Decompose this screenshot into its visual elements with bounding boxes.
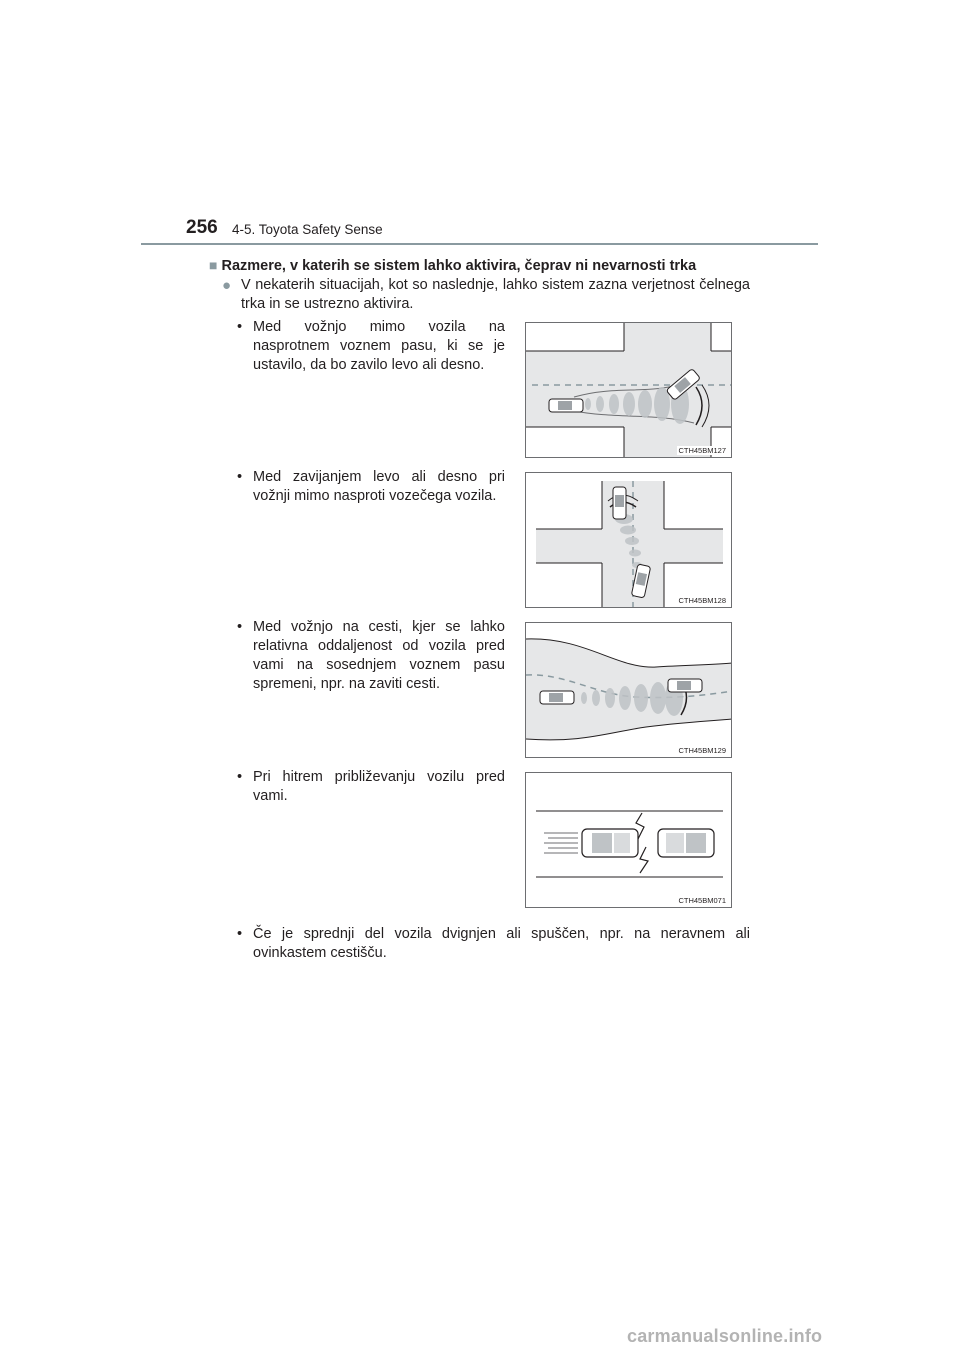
list-item-text: Med vožnjo mimo vozila na nasprotnem voznem pasu, ki se je ustavilo, da bo zavilo levo ali desno. [253,319,505,373]
bullet-mark: • [237,319,243,335]
section-title: 4-5. Toyota Safety Sense [232,222,383,237]
page-number: 256 [186,217,218,238]
bullet-mark: • [237,469,243,485]
figure-code: CTH45BM129 [678,746,726,755]
illustration-intersection-stopped [526,323,732,458]
illustration-oncoming-turn [526,473,732,608]
figure-code: CTH45BM127 [678,446,726,455]
section-heading [209,256,769,276]
figure-rapid-approach [525,772,732,908]
list-item [237,468,505,506]
illustration-rapid-approach [526,773,732,908]
figure-code: CTH45BM071 [678,896,726,905]
illustration-curved-road [526,623,732,758]
square-bullet-icon: ■ [209,257,218,273]
list-item-text: Če je sprednji del vozila dvignjen ali spuščen, npr. na neravnem ali ovinkastem cestišču. [253,926,750,961]
list-item [237,618,505,694]
list-item-text: Med zavijanjem levo ali desno pri vožnji mimo nasproti vozečega vozila. [253,469,505,504]
figure-intersection-stopped-car [525,322,732,458]
bullet-mark: • [237,926,243,942]
figure-code: CTH45BM128 [678,596,726,605]
header-divider [141,243,818,245]
list-item [237,318,505,375]
watermark: carmanualsonline.info [627,1326,823,1346]
figure-oncoming-turn [525,472,732,608]
list-item [237,925,750,963]
intro-text: V nekaterih situacijah, kot so naslednje, lahko sistem zazna verjetnost čelnega trka in se ustrezno aktivira. [241,277,750,312]
intro-paragraph [222,276,750,314]
list-item [237,768,505,806]
heading-text: Razmere, v katerih se sistem lahko aktivira, čeprav ni nevarnosti trka [221,258,697,274]
figure-curved-road [525,622,732,758]
bullet-mark: • [237,619,243,635]
bullet-mark: • [237,769,243,785]
circle-bullet-icon: ● [222,277,232,294]
list-item-text: Pri hitrem približevanju vozilu pred vami. [253,769,505,804]
list-item-text: Med vožnjo na cesti, kjer se lahko relativna oddaljenost od vozila pred vami na sosednjem voznem pasu spremeni, npr. na zaviti cesti. [253,619,505,692]
